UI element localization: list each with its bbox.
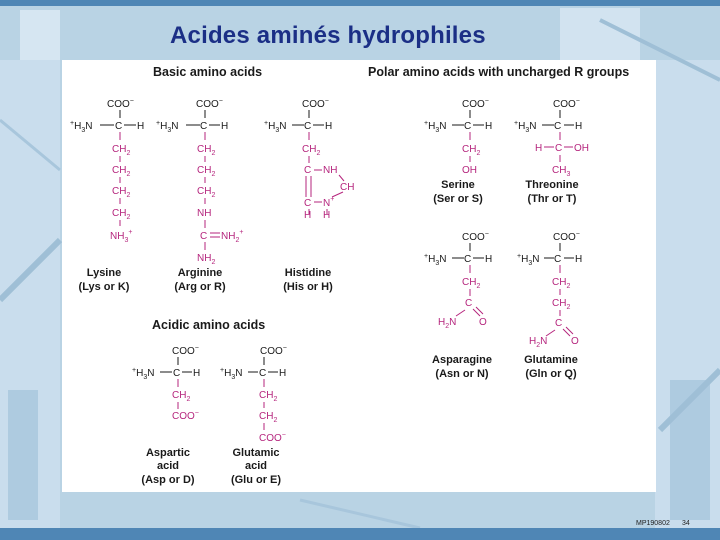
svg-text:H: H [193,368,201,379]
svg-text:C: C [554,254,562,265]
svg-text:+H3N: $^+H_3N$ [424,120,447,134]
svg-text:C: C [173,368,181,379]
svg-text:H: H [485,121,493,132]
section-basic: Basic amino acids [153,65,263,79]
page-title: Acides aminés hydrophiles [170,22,486,49]
glutamic-name-line2: acid [244,460,268,472]
glutamic-acid-structure [220,345,287,444]
svg-text:CH2: $CH_2$ [112,165,131,178]
svg-text:CH2: $CH_2$ [172,390,191,403]
svg-text:NH3+: $NH_3^+$ [110,229,133,244]
arginine-structure [156,98,243,266]
glutamine-abbr: (Gln or Q) [525,368,577,380]
amino-acid-structures [62,60,656,492]
svg-text:H: H [323,210,331,221]
footer-code: MP190802 [636,520,670,527]
svg-text:COO−: COO− [259,432,286,444]
histidine-name: Histidine [284,267,332,279]
threonine-structure [514,98,589,178]
amino-acid-figure [62,60,656,492]
svg-text:NH2: $NH_2$ [197,253,216,266]
glutamine-structure [517,231,582,349]
section-polar: Polar amino acids with uncharged R groups [368,65,630,79]
svg-text:CH2: $CH_2$ [112,186,131,199]
svg-text:CH2: $CH_2$ [259,390,278,403]
svg-text:O: O [571,336,579,347]
svg-text:OH: OH [574,143,589,154]
svg-text:C: C [304,121,312,132]
svg-text:H: H [221,121,229,132]
svg-text:NH: NH [197,208,212,219]
glutamine-name: Glutamine [524,354,578,366]
svg-text:C: C [200,121,208,132]
svg-text:COO−: COO− [172,345,199,357]
svg-text:C: C [115,121,123,132]
threonine-name: Threonine [525,179,579,191]
svg-text:N+: N+ [323,196,335,209]
svg-text:H: H [485,254,493,265]
svg-text:CH3: $CH_3$ [552,165,571,178]
svg-text:CH2: $CH_2$ [259,411,278,424]
glutamic-name-line1: Glutamic [232,447,280,459]
bottom-bar [0,528,720,540]
svg-text:H2N: $H_2N$ [438,317,457,330]
histidine-abbr: (His or H) [283,281,333,293]
svg-text:C: C [464,254,472,265]
svg-text:NH2+: $NH_2^+$ [221,229,244,244]
top-bar [0,0,720,6]
lysine-structure [70,98,144,244]
svg-text:CH2: $CH_2$ [302,144,321,157]
svg-text:COO−: COO− [107,98,134,110]
svg-text:COO−: COO− [260,345,287,357]
asparagine-abbr: (Asn or N) [435,368,489,380]
svg-text:+H3N: $^+H_3N$ [156,120,179,134]
svg-text:+H3N: $^+H_3N$ [132,367,155,381]
svg-text:H: H [304,210,312,221]
lysine-abbr: (Lys or K) [78,281,130,293]
svg-text:CH2: $CH_2$ [197,144,216,157]
glutamic-abbr: (Glu or E) [230,474,282,486]
svg-text:NH: NH [323,165,338,176]
serine-name: Serine [441,179,475,191]
histidine-structure [264,98,354,221]
svg-text:+H3N: $^+H_3N$ [424,253,447,267]
svg-text:C: C [464,121,472,132]
svg-text:O: O [479,317,487,328]
svg-text:C: C [465,298,473,309]
aspartic-abbr: (Asp or D) [141,474,195,486]
aspartic-name-line1: Aspartic [145,447,191,459]
svg-text:CH2: $CH_2$ [112,144,131,157]
arginine-name: Arginine [177,267,223,279]
svg-text:COO−: COO− [553,98,580,110]
svg-text:C: C [259,368,267,379]
svg-text:+H3N: $^+H_3N$ [514,120,537,134]
svg-text:CH2: $CH_2$ [552,277,571,290]
svg-text:COO−: COO− [302,98,329,110]
aspartic-acid-structure [132,345,200,422]
svg-text:CH: CH [340,182,355,193]
svg-text:C: C [304,165,312,176]
aspartic-name-line2: acid [156,460,180,472]
svg-text:C: C [200,231,208,242]
svg-text:COO−: COO− [462,231,489,243]
svg-text:C: C [555,143,563,154]
svg-text:COO−: COO− [553,231,580,243]
svg-text:H2N: $H_2N$ [529,336,548,349]
svg-text:COO−: COO− [172,410,199,422]
svg-text:COO−: COO− [462,98,489,110]
svg-text:CH2: $CH_2$ [462,277,481,290]
svg-text:C: C [304,198,312,209]
svg-text:+H3N: $^+H_3N$ [517,253,540,267]
svg-text:H: H [575,121,583,132]
svg-text:H: H [535,143,543,154]
arginine-abbr: (Arg or R) [174,281,226,293]
svg-text:CH2: $CH_2$ [112,208,131,221]
svg-text:CH2: $CH_2$ [552,298,571,311]
svg-text:COO−: COO− [196,98,223,110]
serine-structure [424,98,492,176]
svg-text:H: H [137,121,145,132]
section-acidic: Acidic amino acids [152,318,266,332]
svg-text:H: H [325,121,333,132]
footer-page-number: 34 [682,520,690,527]
svg-text:H: H [279,368,287,379]
lysine-name: Lysine [86,267,122,279]
svg-text:CH2: $CH_2$ [462,144,481,157]
svg-text:CH2: $CH_2$ [197,165,216,178]
svg-text:H: H [575,254,583,265]
asparagine-name: Asparagine [432,354,492,366]
svg-text:CH2: $CH_2$ [197,186,216,199]
threonine-abbr: (Thr or T) [527,193,577,205]
serine-abbr: (Ser or S) [433,193,483,205]
svg-text:C: C [554,121,562,132]
svg-text:OH: OH [462,165,477,176]
svg-text:+H3N: $^+H_3N$ [220,367,243,381]
svg-text:+H3N: $^+H_3N$ [264,120,287,134]
asparagine-structure [424,231,492,330]
svg-text:C: C [555,318,563,329]
svg-text:+H3N: $^+H_3N$ [70,120,93,134]
